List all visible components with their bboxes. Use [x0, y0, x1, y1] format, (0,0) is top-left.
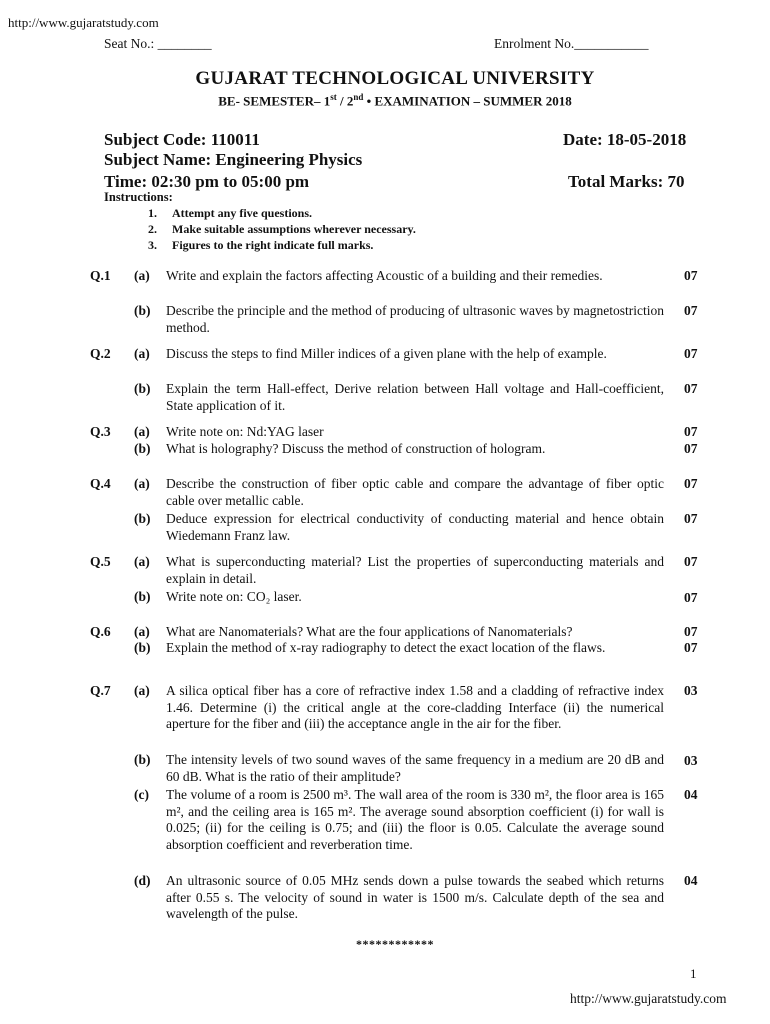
question-number: Q.3 — [90, 424, 111, 439]
part-label: (a) — [134, 268, 150, 283]
part-marks: 07 — [684, 476, 698, 491]
exam-date: Date: 18-05-2018 — [563, 130, 687, 149]
part-text: Write note on: CO₂ laser. — [166, 589, 302, 604]
part-label: (a) — [134, 424, 150, 439]
part-marks: 07 — [684, 346, 698, 361]
part-marks: 07 — [684, 511, 698, 526]
seat-number-field: Seat No.: ________ — [104, 36, 212, 51]
part-text: The volume of a room is 2500 m³. The wall area of the room is 330 m², the floor area is 165 m², and the ceiling area is 165 m². The average sound absorption coefficient (i) for wall is 0.025; (ii) for the ceiling is 0.75; and (iii) the floor is 0.05. Calculate the average sound absorption coefficient and reverberation time. — [166, 787, 664, 852]
part-text: Explain the term Hall-effect, Derive relation between Hall voltage and Hall-coefficient, State application of it. — [166, 381, 664, 413]
enrolment-number-field: Enrolment No.___________ — [494, 36, 649, 51]
question-number: Q.7 — [90, 683, 111, 698]
part-text: An ultrasonic source of 0.05 MHz sends down a pulse towards the seabed which returns after 0.55 s. The velocity of sound in water is 1500 m/s. Calculate depth of the sea and wavelength of the pulse. — [166, 873, 664, 921]
part-marks: 03 — [684, 683, 698, 698]
part-label: (b) — [134, 381, 151, 396]
part-label: (b) — [134, 589, 151, 604]
instruction-item: 2. Make suitable assumptions wherever necessary. — [148, 222, 416, 236]
part-marks: 07 — [684, 381, 698, 396]
part-text: Describe the construction of fiber optic cable and compare the advantage of fiber optic cable over metallic cable. — [166, 476, 664, 508]
exam-title: BE- SEMESTER– 1st / 2nd • EXAMINATION – SUMMER 2018 — [218, 92, 572, 109]
part-text: What are Nanomaterials? What are the four applications of Nanomaterials? — [166, 624, 573, 639]
part-marks: 07 — [684, 424, 698, 439]
part-label: (b) — [134, 640, 151, 655]
question-number: Q.1 — [90, 268, 111, 283]
end-of-paper-stars: ************ — [356, 937, 434, 951]
part-marks: 04 — [684, 787, 698, 802]
question-number: Q.5 — [90, 554, 111, 569]
part-marks: 07 — [684, 441, 698, 456]
header-url: http://www.gujaratstudy.com — [8, 15, 159, 30]
part-marks: 07 — [684, 640, 698, 655]
part-marks: 04 — [684, 873, 698, 888]
part-text: What is superconducting material? List the properties of superconducting materials and explain in detail. — [166, 554, 664, 586]
part-marks: 07 — [684, 303, 698, 318]
page-number: 1 — [690, 966, 697, 981]
instruction-item: 1. Attempt any five questions. — [148, 206, 312, 220]
part-label: (a) — [134, 346, 150, 361]
part-text: Write and explain the factors affecting Acoustic of a building and their remedies. — [166, 268, 603, 283]
part-text: Describe the principle and the method of producing of ultrasonic waves by magnetostriction method. — [166, 303, 664, 335]
part-label: (b) — [134, 303, 151, 318]
part-label: (c) — [134, 787, 149, 802]
part-text: A silica optical fiber has a core of refractive index 1.58 and a cladding of refractive index 1.46. Determine (i) the critical angle at the core-cladding Interface (ii) the numerical aperture for the fiber and (iii) the acceptance angle in the air for the fiber. — [166, 683, 664, 731]
question-number: Q.6 — [90, 624, 111, 639]
question-number: Q.2 — [90, 346, 111, 361]
part-text: Deduce expression for electrical conductivity of conducting material and hence obtain Wiedemann Franz law. — [166, 511, 664, 543]
part-label: (b) — [134, 441, 151, 456]
part-marks: 07 — [684, 554, 698, 569]
part-label: (a) — [134, 683, 150, 698]
part-text: Discuss the steps to find Miller indices of a given plane with the help of example. — [166, 346, 607, 361]
part-marks: 07 — [684, 590, 698, 605]
part-label: (d) — [134, 873, 151, 888]
part-text: Write note on: Nd:YAG laser — [166, 424, 324, 439]
part-label: (a) — [134, 476, 150, 491]
subject-name: Subject Name: Engineering Physics — [104, 150, 363, 169]
total-marks: Total Marks: 70 — [568, 172, 685, 191]
instructions-title: Instructions: — [104, 190, 173, 204]
part-text: What is holography? Discuss the method of construction of hologram. — [166, 441, 546, 456]
part-text: Explain the method of x-ray radiography to detect the exact location of the flaws. — [166, 640, 606, 655]
instruction-item: 3. Figures to the right indicate full marks. — [148, 238, 374, 252]
part-label: (a) — [134, 624, 150, 639]
part-label: (a) — [134, 554, 150, 569]
part-label: (b) — [134, 511, 151, 526]
part-label: (b) — [134, 752, 151, 767]
part-text: The intensity levels of two sound waves of the same frequency in a medium are 20 dB and 60 dB. What is the ratio of their amplitude? — [166, 752, 664, 784]
question-number: Q.4 — [90, 476, 111, 491]
part-marks: 07 — [684, 268, 698, 283]
part-marks: 07 — [684, 624, 698, 639]
part-marks: 03 — [684, 753, 698, 768]
exam-time: Time: 02:30 pm to 05:00 pm — [104, 172, 310, 191]
footer-url: http://www.gujaratstudy.com — [570, 991, 727, 1006]
subject-code: Subject Code: 110011 — [104, 130, 260, 149]
university-title: GUJARAT TECHNOLOGICAL UNIVERSITY — [195, 68, 595, 89]
